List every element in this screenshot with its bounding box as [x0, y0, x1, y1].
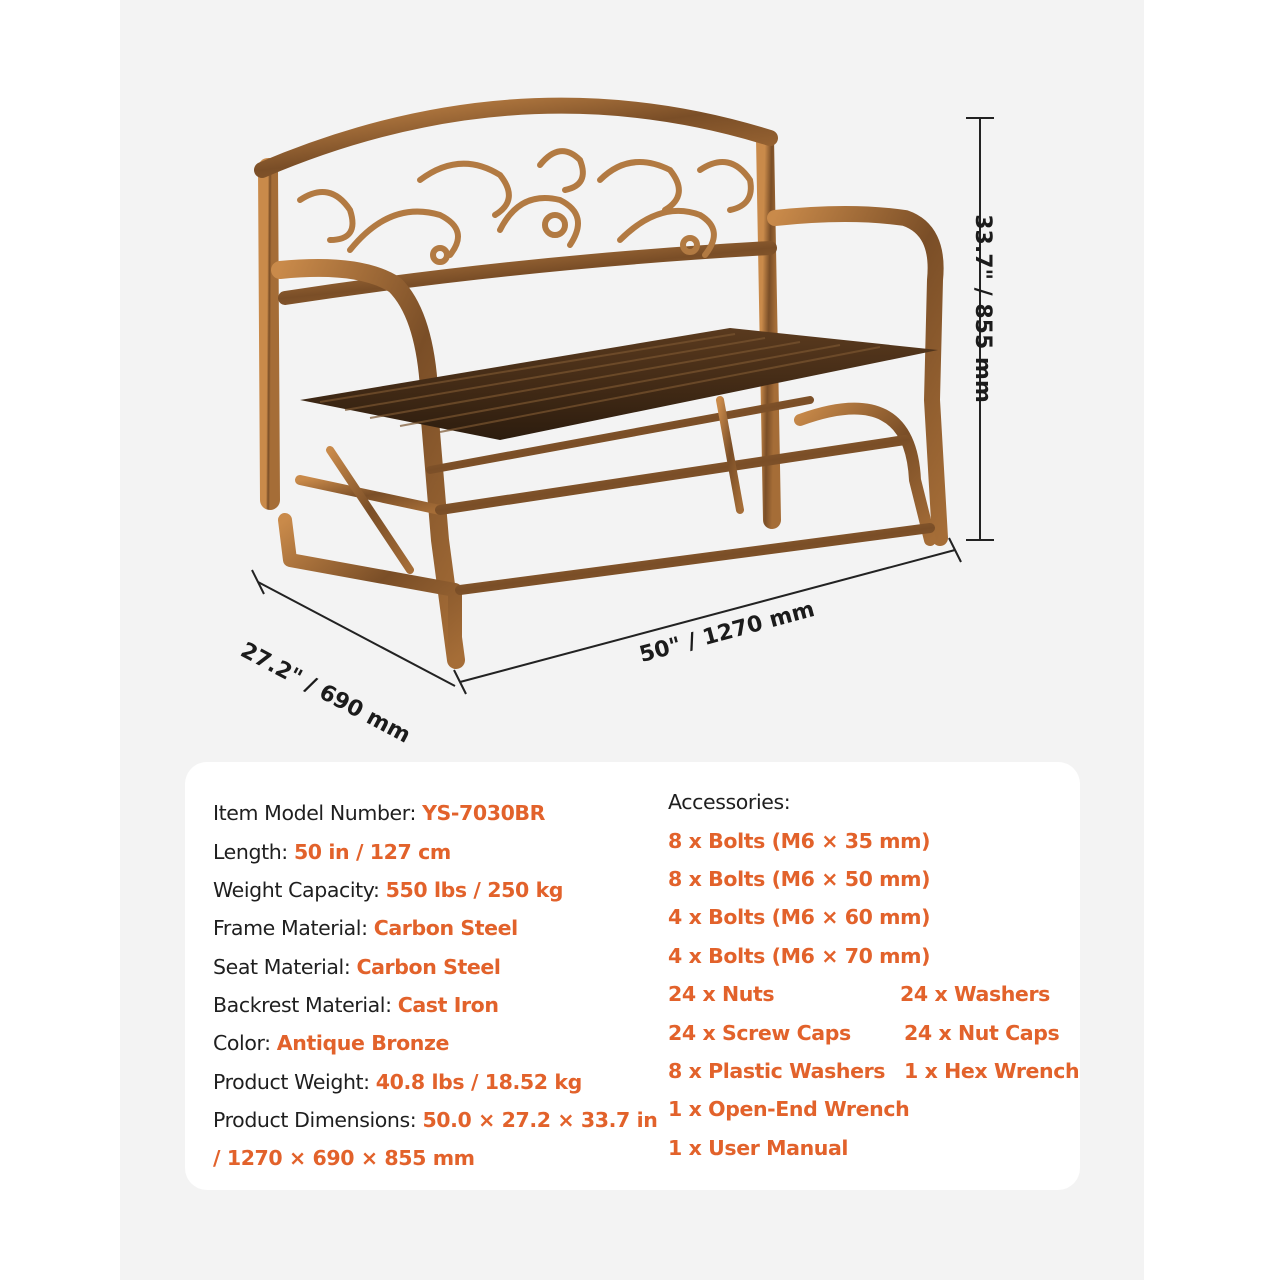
accessory-item: 1 x Hex Wrench: [904, 1059, 1080, 1083]
backrest-ornament: [300, 151, 751, 262]
spec-row: Weight Capacity: 550 lbs / 250 kg: [213, 878, 564, 902]
spec-row: Seat Material: Carbon Steel: [213, 955, 501, 979]
spec-row: Color: Antique Bronze: [213, 1031, 450, 1055]
spec-row-continuation: / 1270 × 690 × 855 mm: [213, 1146, 475, 1170]
accessory-item: 4 x Bolts (M6 × 60 mm): [668, 905, 931, 929]
width-dimension-label: 50" / 1270 mm: [636, 597, 818, 668]
accessory-item: 24 x Screw Caps: [668, 1021, 851, 1045]
spec-row: Frame Material: Carbon Steel: [213, 916, 518, 940]
accessory-item: 24 x Nuts: [668, 982, 775, 1006]
height-dimension-label: 33.7" / 855 mm: [969, 214, 995, 403]
accessory-item: 8 x Plastic Washers: [668, 1059, 886, 1083]
accessory-item: 24 x Nut Caps: [904, 1021, 1060, 1045]
accessory-item: 8 x Bolts (M6 × 50 mm): [668, 867, 931, 891]
spec-row: Product Dimensions: 50.0 × 27.2 × 33.7 in: [213, 1108, 658, 1132]
accessory-item: 1 x User Manual: [668, 1136, 849, 1160]
spec-row: Length: 50 in / 127 cm: [213, 840, 451, 864]
accessory-item: 4 x Bolts (M6 × 70 mm): [668, 944, 931, 968]
accessories-title: Accessories:: [668, 790, 791, 814]
accessory-item: 24 x Washers: [900, 982, 1050, 1006]
spec-row: Item Model Number: YS-7030BR: [213, 801, 546, 825]
accessory-item: 1 x Open-End Wrench: [668, 1097, 910, 1121]
depth-dimension-label: 27.2" / 690 mm: [236, 638, 415, 749]
bench-seat: [300, 328, 938, 440]
spec-row: Product Weight: 40.8 lbs / 18.52 kg: [213, 1070, 582, 1094]
spec-row: Backrest Material: Cast Iron: [213, 993, 499, 1017]
accessory-item: 8 x Bolts (M6 × 35 mm): [668, 829, 931, 853]
